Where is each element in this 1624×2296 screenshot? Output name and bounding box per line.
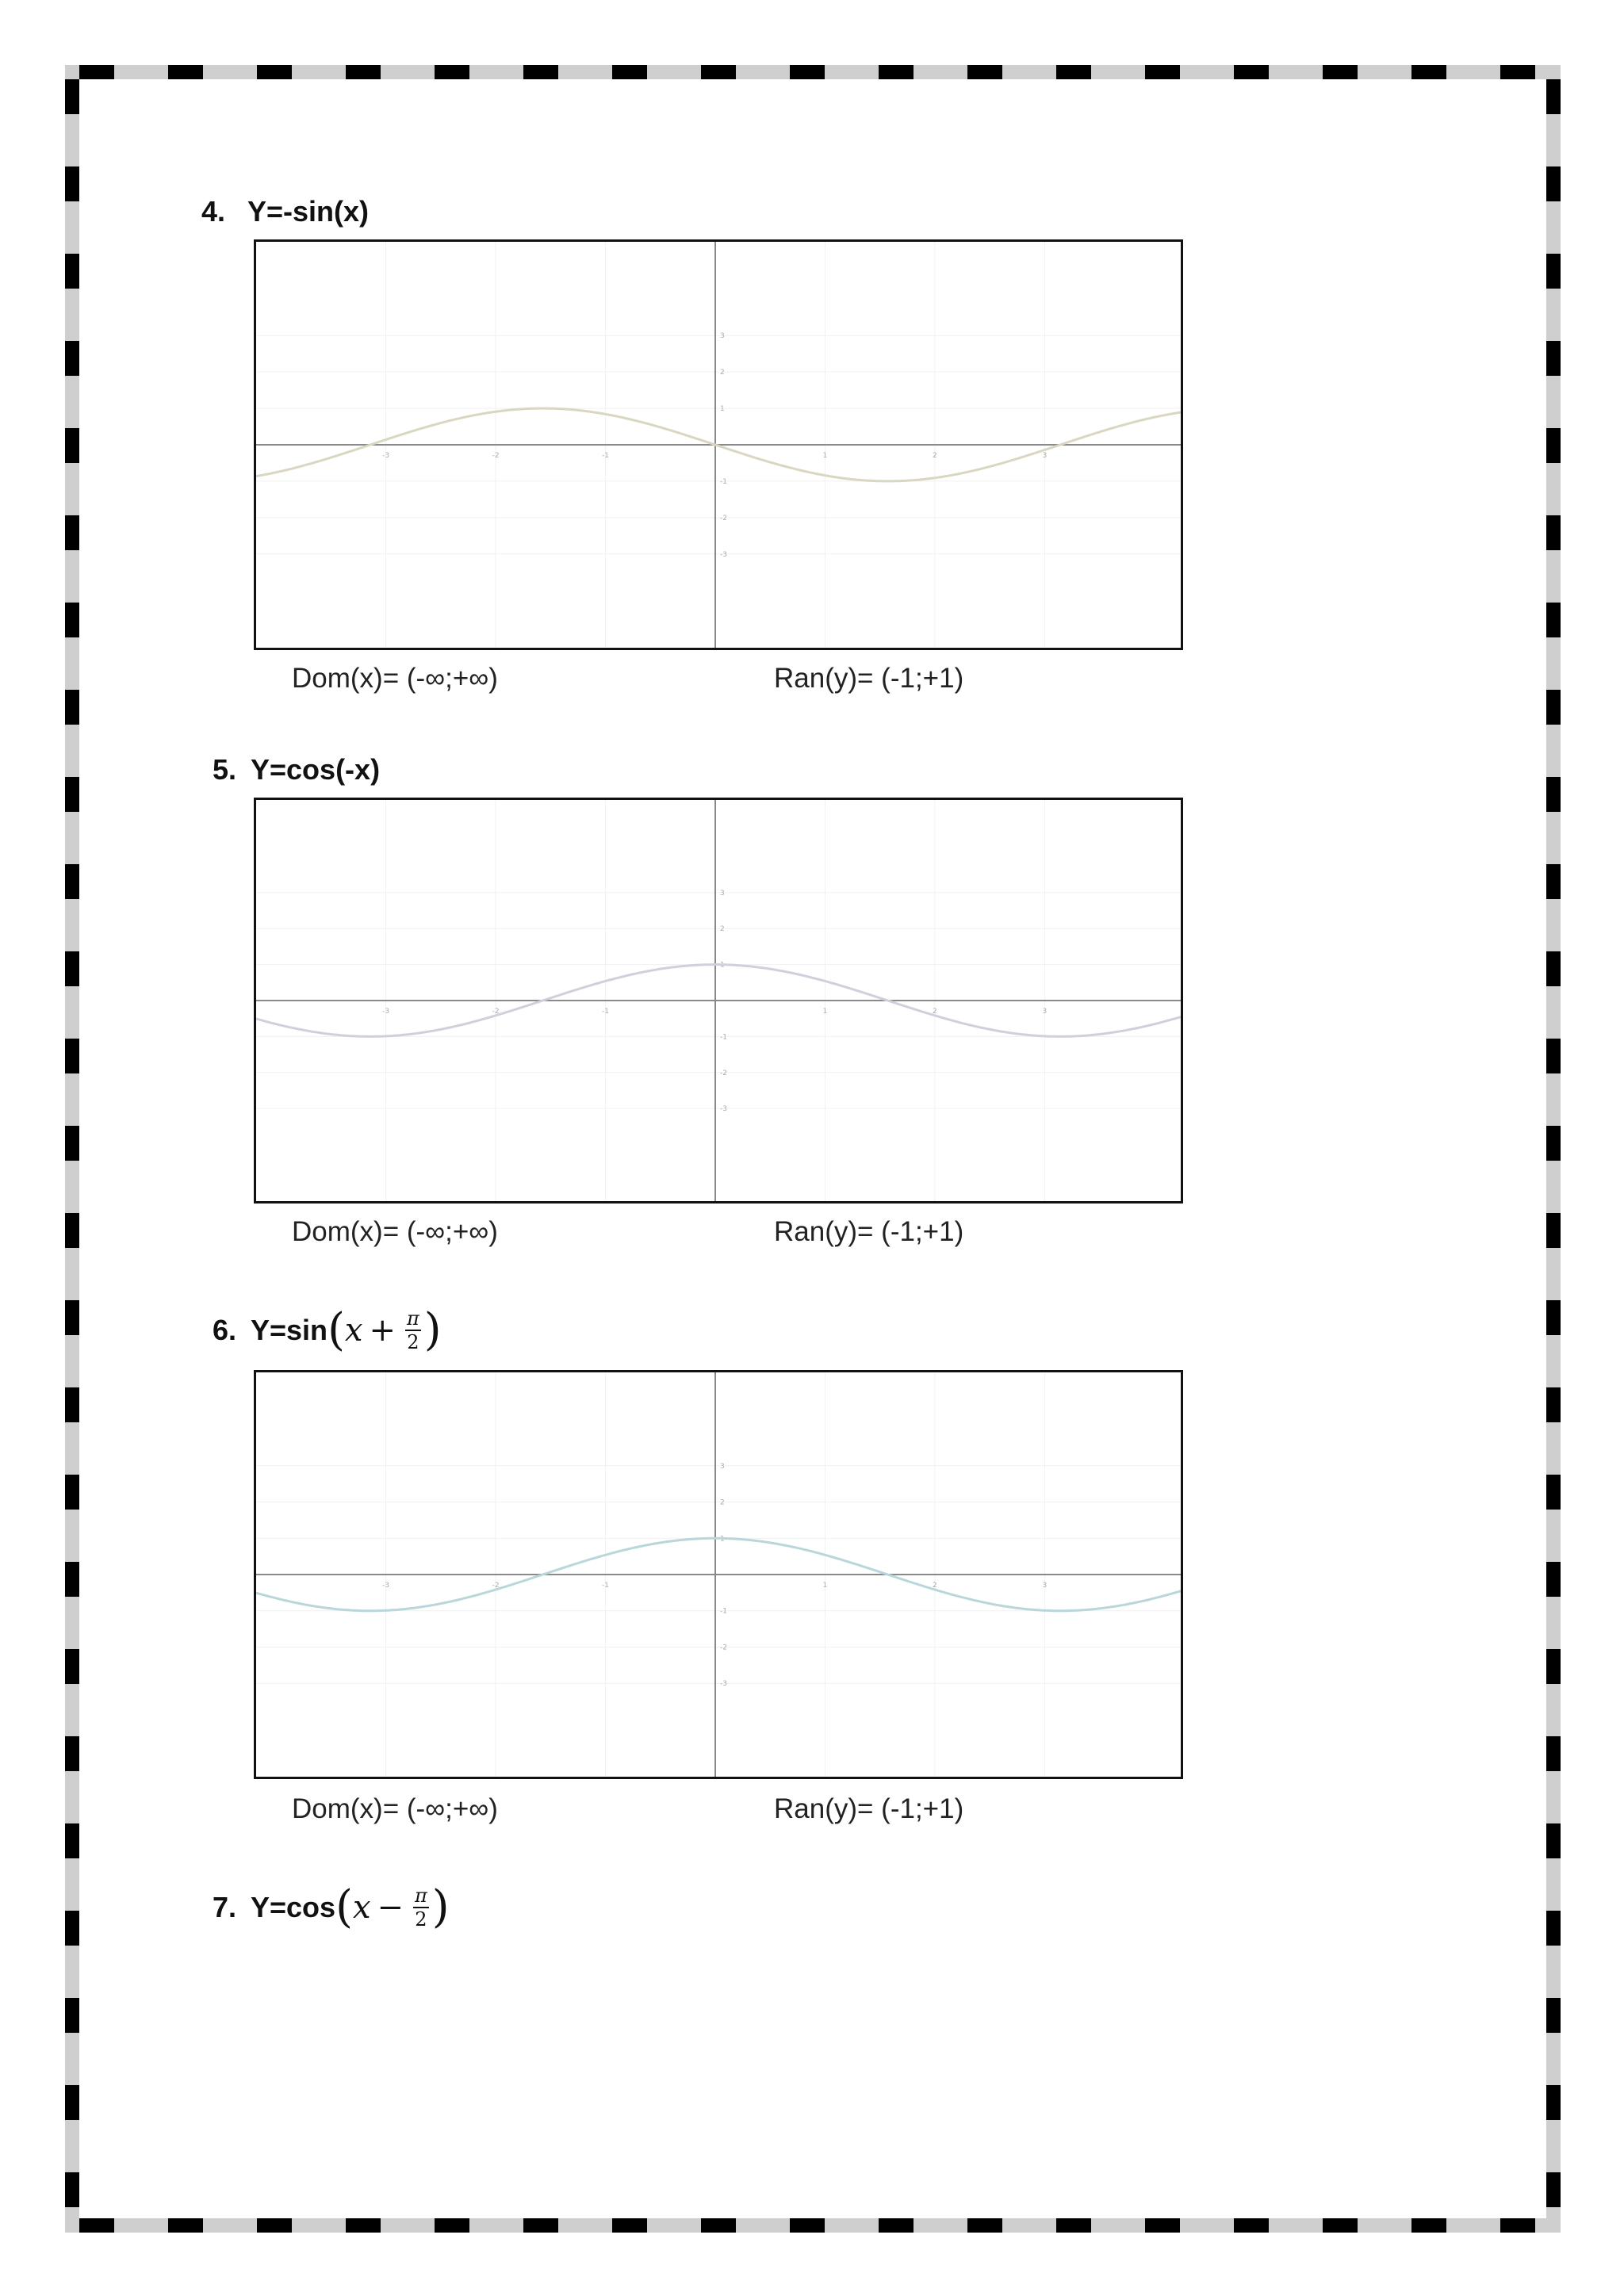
y-tick-label: 3 <box>720 1462 725 1471</box>
y-tick-label: 2 <box>720 369 725 377</box>
section-7-heading <box>213 1881 450 1933</box>
fraction-numerator: π <box>407 1307 419 1330</box>
x-tick-label: 1 <box>822 452 828 460</box>
section-number: 7. <box>213 1891 237 1923</box>
graph-neg-sin <box>254 239 1183 650</box>
y-tick-label: 2 <box>720 925 725 934</box>
graph-sin-shift <box>254 1370 1183 1779</box>
y-tick-label: 1 <box>720 961 725 970</box>
x-tick-label: -2 <box>492 452 500 460</box>
left-paren: ( <box>335 1881 353 1933</box>
y-tick-label: 3 <box>720 889 725 897</box>
fraction <box>405 1309 421 1352</box>
y-tick-label: -1 <box>720 1033 727 1042</box>
left-paren: ( <box>327 1304 345 1356</box>
fraction-denominator: 2 <box>407 1331 419 1353</box>
section-title: Y=-sin(x) <box>247 195 370 228</box>
x-tick-label: -1 <box>602 1582 610 1590</box>
page-border-top <box>65 65 1561 79</box>
x-tick-label: -1 <box>602 452 610 460</box>
x-tick-label: -1 <box>602 1008 610 1016</box>
page-border-bottom <box>65 2218 1561 2233</box>
x-tick-label: 3 <box>1042 1008 1048 1016</box>
math-variable: x <box>344 1312 363 1349</box>
section-number: 6. <box>213 1314 237 1346</box>
page-border-left <box>65 65 79 2233</box>
right-paren: ) <box>431 1881 450 1933</box>
y-tick-label: -3 <box>720 1105 727 1114</box>
domain-text: Dom(x)= (-∞;+∞) <box>292 1793 498 1824</box>
domain-text: Dom(x)= (-∞;+∞) <box>292 1216 498 1247</box>
x-tick-label: -3 <box>382 1008 390 1016</box>
x-tick-label: 2 <box>933 1008 937 1016</box>
section-5-heading <box>213 753 380 786</box>
math-operator: + <box>369 1312 396 1349</box>
fraction <box>413 1886 429 1929</box>
y-tick-label: -2 <box>720 1644 727 1652</box>
section-number: 4. <box>201 195 226 228</box>
x-tick-label: 1 <box>822 1008 828 1016</box>
x-tick-label: -3 <box>382 1582 390 1590</box>
graph-cos-neg-x <box>254 798 1183 1203</box>
y-tick-label: 1 <box>720 405 725 414</box>
domain-text: Dom(x)= (-∞;+∞) <box>292 663 498 694</box>
fraction-denominator: 2 <box>415 1908 427 1931</box>
section-title-prefix: Y=cos <box>251 1891 336 1923</box>
x-tick-label: 2 <box>933 452 937 460</box>
range-text: Ran(y)= (-1;+1) <box>774 1216 964 1247</box>
y-tick-label: -2 <box>720 1069 727 1077</box>
range-text: Ran(y)= (-1;+1) <box>774 663 964 694</box>
graph-svg <box>256 242 1181 648</box>
y-tick-label: 1 <box>720 1535 725 1544</box>
range-text: Ran(y)= (-1;+1) <box>774 1793 964 1824</box>
right-paren: ) <box>423 1304 442 1356</box>
x-tick-label: 2 <box>933 1582 937 1590</box>
section-title-prefix: Y=sin <box>251 1314 328 1346</box>
x-tick-label: -2 <box>492 1582 500 1590</box>
y-tick-label: -2 <box>720 514 727 522</box>
fraction-numerator: π <box>415 1885 427 1907</box>
y-tick-label: -3 <box>720 1680 727 1689</box>
x-tick-label: 1 <box>822 1582 828 1590</box>
x-tick-label: -3 <box>382 452 390 460</box>
section-title: Y=cos(-x) <box>251 753 381 786</box>
x-tick-label: -2 <box>492 1008 500 1016</box>
y-tick-label: -1 <box>720 477 727 486</box>
page-border-right <box>1546 65 1561 2233</box>
graph-svg <box>256 800 1181 1201</box>
graph-svg <box>256 1372 1181 1777</box>
section-number: 5. <box>213 753 237 786</box>
y-tick-label: -1 <box>720 1607 727 1616</box>
math-variable: x <box>352 1889 371 1926</box>
y-tick-label: 2 <box>720 1498 725 1507</box>
math-operator: − <box>377 1889 404 1926</box>
section-4-heading <box>201 195 369 228</box>
x-tick-label: 3 <box>1042 452 1048 460</box>
y-tick-label: -3 <box>720 550 727 559</box>
section-6-heading <box>213 1304 442 1356</box>
x-tick-label: 3 <box>1042 1582 1048 1590</box>
y-tick-label: 3 <box>720 332 725 341</box>
